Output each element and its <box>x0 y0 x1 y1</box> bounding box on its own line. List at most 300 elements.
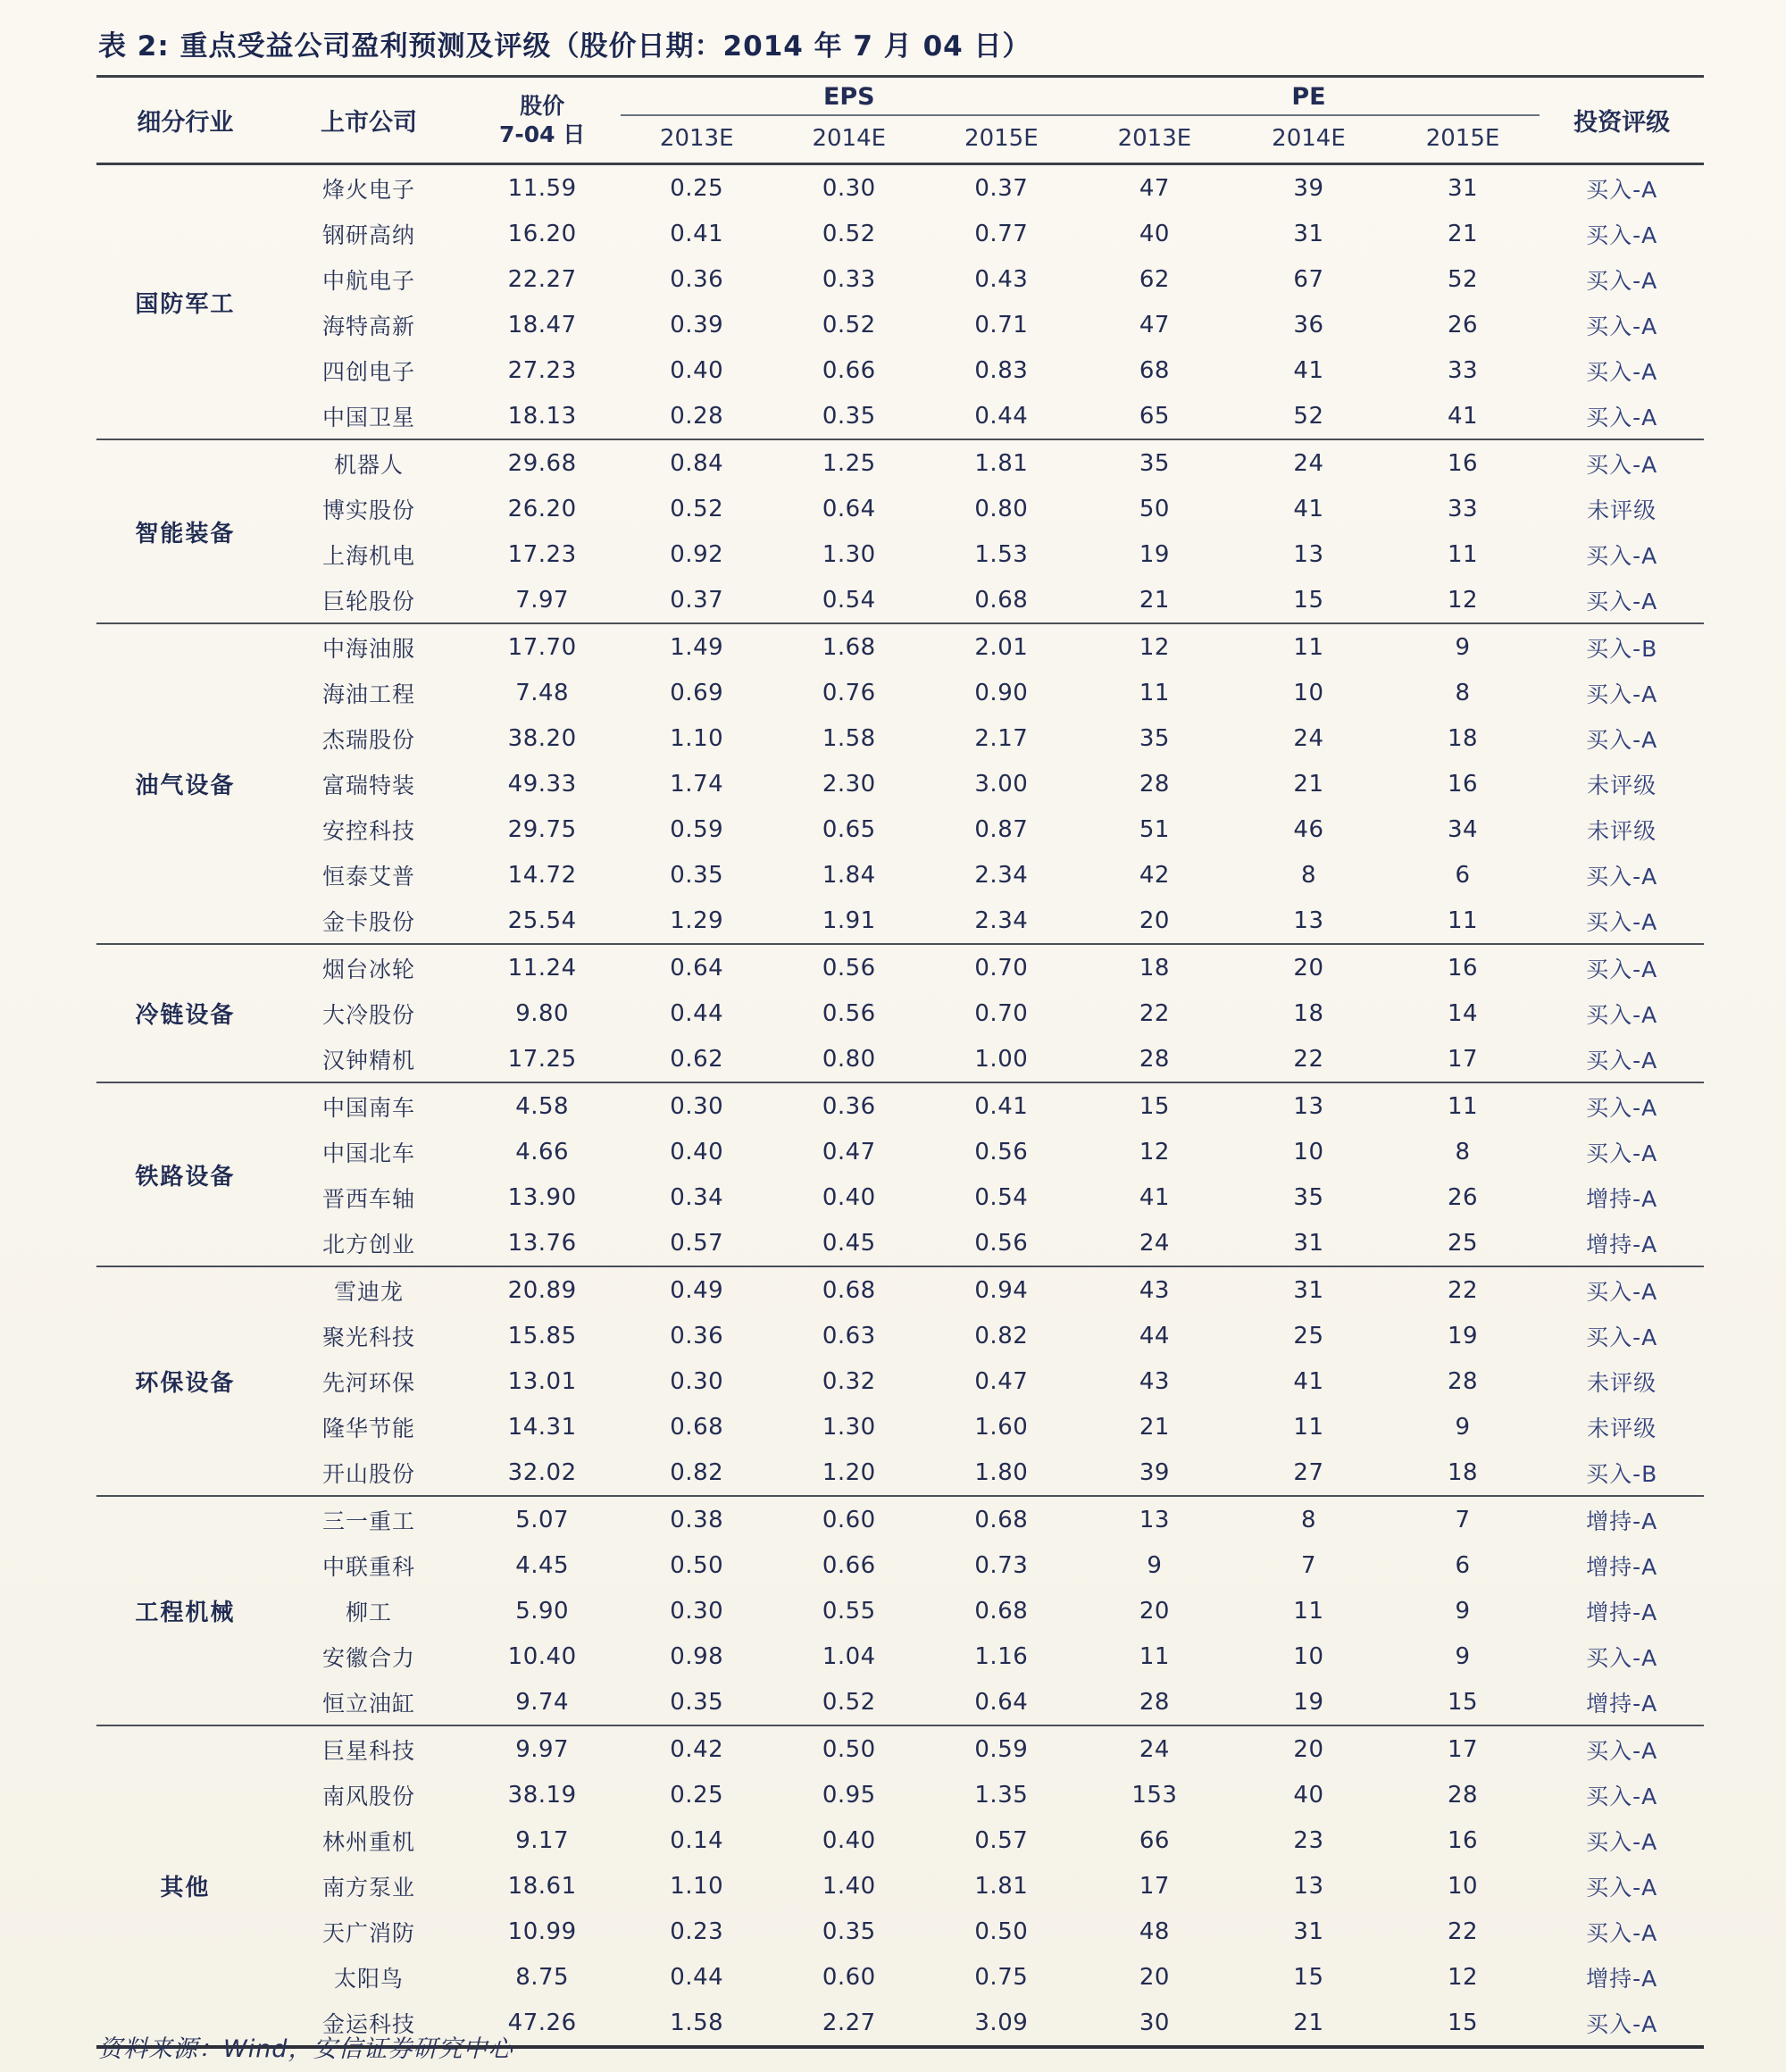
company-cell: 烽火电子 <box>322 176 416 203</box>
pe-cell-2015e: 21 <box>1447 220 1479 247</box>
price-cell: 15.85 <box>507 1322 577 1349</box>
price-cell: 9.80 <box>515 999 570 1027</box>
table-row <box>96 1909 1704 1954</box>
table-row <box>96 256 1704 302</box>
pe-cell-2014e: 10 <box>1293 1138 1324 1166</box>
pe-cell-2013e: 50 <box>1139 495 1170 522</box>
price-cell: 14.72 <box>507 861 577 889</box>
pe-cell-2015e: 11 <box>1386 1082 1540 1129</box>
pe-cell-2013e: 44 <box>1139 1322 1170 1349</box>
company-cell: 机器人 <box>274 439 464 486</box>
price-cell: 18.47 <box>507 311 577 338</box>
pe-cell-2015e: 6 <box>1455 861 1471 889</box>
company-cell: 海特高新 <box>322 313 416 339</box>
company-cell: 柳工 <box>346 1599 393 1625</box>
table-row <box>96 1450 1704 1496</box>
price-cell: 5.07 <box>463 1496 621 1542</box>
pe-cell-2014e: 24 <box>1293 724 1324 752</box>
col-header-rating: 投资评级 <box>1573 109 1671 137</box>
eps-cell-2013e: 0.64 <box>621 944 773 990</box>
price-cell: 9.97 <box>463 1725 621 1772</box>
table-row <box>96 898 1704 944</box>
pe-cell-2014e: 52 <box>1293 402 1324 430</box>
eps-cell-2013e: 0.25 <box>670 1781 724 1809</box>
company-cell: 隆华节能 <box>322 1415 416 1441</box>
pe-cell-2013e: 12 <box>1078 623 1232 670</box>
price-cell: 4.58 <box>463 1082 621 1129</box>
pe-cell-2014e: 36 <box>1293 311 1324 338</box>
table-row <box>96 531 1704 577</box>
price-cell: 49.33 <box>507 770 577 798</box>
eps-cell-2014e: 0.64 <box>822 495 876 522</box>
rating-cell: 买入-A <box>1586 1324 1658 1350</box>
company-cell: 大冷股份 <box>322 1001 416 1028</box>
price-cell: 5.90 <box>515 1597 570 1625</box>
price-cell: 16.20 <box>507 220 577 247</box>
company-cell: 太阳鸟 <box>334 1965 405 1992</box>
table-row <box>96 715 1704 761</box>
pe-cell-2015e: 31 <box>1447 174 1479 202</box>
table-row <box>96 486 1704 531</box>
rating-cell: 买入-A <box>1586 358 1658 385</box>
pe-cell-2015e: 22 <box>1447 1917 1479 1945</box>
eps-cell-2013e: 0.68 <box>670 1413 724 1441</box>
col-header-company: 上市公司 <box>321 109 417 137</box>
pe-cell-2015e: 17 <box>1386 1725 1540 1772</box>
eps-cell-2013e: 0.41 <box>670 220 724 247</box>
rating-cell: 增持-A <box>1540 1496 1704 1542</box>
eps-cell-2013e: 0.59 <box>670 815 724 843</box>
price-cell: 7.97 <box>515 586 570 614</box>
table-row <box>96 1496 1704 1542</box>
rating-cell: 增持-A <box>1586 1599 1658 1625</box>
eps-cell-2013e: 0.84 <box>621 439 773 486</box>
eps-cell-2015e: 0.80 <box>974 495 1029 522</box>
pe-cell-2013e: 28 <box>1139 1045 1170 1073</box>
pe-cell-2014e: 15 <box>1293 586 1324 614</box>
rating-cell: 买入-A <box>1586 1919 1658 1946</box>
pe-cell-2014e: 8 <box>1231 1496 1386 1542</box>
eps-cell-2015e: 0.68 <box>974 1597 1029 1625</box>
eps-cell-2015e: 3.09 <box>974 2009 1029 2036</box>
pe-cell-2013e: 15 <box>1078 1082 1232 1129</box>
table-row <box>96 1863 1704 1909</box>
eps-cell-2014e: 0.63 <box>822 1322 876 1349</box>
price-cell: 29.68 <box>463 439 621 486</box>
eps-cell-2014e: 0.65 <box>822 815 876 843</box>
company-cell: 金卡股份 <box>322 908 416 935</box>
eps-cell-2013e: 0.40 <box>670 356 724 384</box>
eps-cell-2014e: 0.60 <box>822 1963 876 1991</box>
rating-cell: 未评级 <box>1587 1415 1657 1441</box>
table-row <box>96 1588 1704 1633</box>
pe-cell-2014e: 41 <box>1293 495 1324 522</box>
pe-cell-2014e: 11 <box>1293 1597 1324 1625</box>
table-row <box>96 577 1704 623</box>
eps-cell-2013e: 0.25 <box>670 174 724 202</box>
pe-cell-2014e: 31 <box>1231 1266 1386 1313</box>
pe-cell-2014e: 13 <box>1293 906 1324 934</box>
eps-cell-2014e: 0.68 <box>773 1266 926 1313</box>
eps-cell-2013e: 0.40 <box>670 1138 724 1166</box>
eps-cell-2014e: 0.76 <box>822 679 876 706</box>
eps-cell-2015e: 0.44 <box>974 402 1029 430</box>
rating-cell: 买入-A <box>1586 221 1658 248</box>
pe-cell-2015e: 41 <box>1447 402 1479 430</box>
pe-cell-2014e: 15 <box>1293 1963 1324 1991</box>
eps-cell-2015e: 0.37 <box>974 174 1029 202</box>
pe-cell-2015e: 12 <box>1447 1963 1479 1991</box>
pe-cell-2015e: 25 <box>1447 1229 1479 1257</box>
pe-cell-2014e: 18 <box>1293 999 1324 1027</box>
price-cell: 7.48 <box>515 679 570 706</box>
table-row <box>96 393 1704 439</box>
rating-cell: 买入-A <box>1586 588 1658 614</box>
rating-cell: 买入-A <box>1586 267 1658 294</box>
price-cell: 4.66 <box>515 1138 570 1166</box>
table-row <box>96 1266 1704 1313</box>
eps-cell-2013e: 0.30 <box>670 1367 724 1395</box>
eps-cell-2015e: 1.81 <box>974 1872 1029 1900</box>
eps-cell-2013e: 0.34 <box>670 1183 724 1211</box>
table-row <box>96 1174 1704 1220</box>
pe-cell-2015e: 18 <box>1447 1458 1479 1486</box>
price-cell: 38.20 <box>507 724 577 752</box>
company-cell: 海油工程 <box>322 681 416 707</box>
price-cell: 9.74 <box>515 1688 570 1716</box>
pe-cell-2014e: 46 <box>1293 815 1324 843</box>
pe-cell-2014e: 41 <box>1293 1367 1324 1395</box>
rating-cell: 买入-A <box>1586 1828 1658 1855</box>
pe-cell-2014e: 8 <box>1300 861 1316 889</box>
eps-cell-2013e: 0.28 <box>670 402 724 430</box>
pe-cell-2013e: 22 <box>1139 999 1170 1027</box>
eps-cell-2015e: 0.68 <box>925 1496 1078 1542</box>
eps-cell-2014e: 1.40 <box>822 1872 876 1900</box>
eps-cell-2013e: 0.50 <box>670 1551 724 1579</box>
rating-cell: 买入-A <box>1586 726 1658 753</box>
company-cell: 三一重工 <box>274 1496 464 1542</box>
eps-cell-2014e: 0.45 <box>822 1229 876 1257</box>
pe-cell-2014e: 21 <box>1293 2009 1324 2036</box>
pe-cell-2015e: 9 <box>1386 623 1540 670</box>
company-cell: 金运科技 <box>322 2010 416 2037</box>
pe-cell-2013e: 13 <box>1078 1496 1232 1542</box>
pe-cell-2013e: 11 <box>1139 1642 1170 1670</box>
pe-cell-2013e: 20 <box>1139 906 1170 934</box>
rating-cell: 买入-B <box>1586 1460 1658 1487</box>
price-cell: 17.23 <box>507 540 577 568</box>
pe-cell-2013e: 40 <box>1139 220 1170 247</box>
eps-cell-2014e: 0.33 <box>822 265 876 293</box>
pe-cell-2014e: 20 <box>1231 944 1386 990</box>
table-row <box>96 1129 1704 1174</box>
table-row <box>96 1542 1704 1588</box>
pe-cell-2014e: 11 <box>1231 623 1386 670</box>
pe-cell-2014e: 13 <box>1293 540 1324 568</box>
eps-cell-2015e: 0.56 <box>974 1229 1029 1257</box>
eps-cell-2014e: 0.60 <box>773 1496 926 1542</box>
price-cell: 22.27 <box>507 265 577 293</box>
rating-cell: 买入-A <box>1540 1725 1704 1772</box>
eps-cell-2015e: 0.87 <box>974 815 1029 843</box>
company-cell: 恒泰艾普 <box>322 863 416 890</box>
pe-cell-2013e: 51 <box>1139 815 1170 843</box>
pe-cell-2015e: 16 <box>1447 770 1479 798</box>
eps-cell-2014e: 0.66 <box>822 356 876 384</box>
pe-cell-2013e: 12 <box>1139 1138 1170 1166</box>
pe-cell-2013e: 30 <box>1139 2009 1170 2036</box>
pe-cell-2014e: 13 <box>1293 1872 1324 1900</box>
table-title: 表 2: 重点受益公司盈利预测及评级（股价日期：2014 年 7 月 04 日） <box>98 30 1031 63</box>
eps-cell-2014e: 2.27 <box>822 2009 876 2036</box>
rating-cell: 买入-A <box>1586 176 1658 203</box>
price-cell: 27.23 <box>507 356 577 384</box>
eps-cell-2013e: 1.74 <box>670 770 724 798</box>
eps-year-2014e: 2014E <box>812 125 887 152</box>
eps-cell-2015e: 0.90 <box>974 679 1029 706</box>
industry-cell: 冷链设备 <box>96 944 274 1082</box>
eps-cell-2013e: 0.30 <box>670 1597 724 1625</box>
eps-cell-2015e: 0.77 <box>974 220 1029 247</box>
eps-cell-2014e: 1.30 <box>822 1413 876 1441</box>
pe-cell-2014e: 21 <box>1293 770 1324 798</box>
table-row <box>96 347 1704 393</box>
eps-cell-2015e: 2.17 <box>974 724 1029 752</box>
eps-cell-2015e: 1.53 <box>974 540 1029 568</box>
source-note: 资料来源：Wind，安信证券研究中心 <box>98 2035 513 2063</box>
eps-cell-2015e: 3.00 <box>974 770 1029 798</box>
pe-cell-2013e: 62 <box>1139 265 1170 293</box>
price-cell: 18.61 <box>507 1872 577 1900</box>
pe-cell-2013e: 42 <box>1139 861 1170 889</box>
pe-year-2013e: 2013E <box>1117 125 1192 152</box>
table-row <box>96 1404 1704 1450</box>
price-cell: 26.20 <box>507 495 577 522</box>
eps-cell-2013e: 1.10 <box>670 1872 724 1900</box>
eps-cell-2013e: 0.30 <box>621 1082 773 1129</box>
company-cell: 杰瑞股份 <box>322 726 416 753</box>
eps-cell-2013e: 0.14 <box>670 1826 724 1854</box>
pe-cell-2013e: 43 <box>1078 1266 1232 1313</box>
rating-cell: 增持-A <box>1586 1965 1658 1992</box>
rating-cell: 买入-A <box>1586 908 1658 935</box>
pe-cell-2013e: 21 <box>1139 1413 1170 1441</box>
price-cell: 20.89 <box>463 1266 621 1313</box>
eps-cell-2014e: 0.52 <box>822 1688 876 1716</box>
pe-year-2015e: 2015E <box>1425 125 1500 152</box>
price-cell: 11.59 <box>507 174 577 202</box>
company-cell: 富瑞特装 <box>322 772 416 798</box>
eps-cell-2014e: 2.30 <box>822 770 876 798</box>
rating-cell: 未评级 <box>1587 817 1657 844</box>
price-cell: 32.02 <box>507 1458 577 1486</box>
table-row <box>96 1220 1704 1266</box>
company-cell: 上海机电 <box>322 542 416 569</box>
eps-cell-2013e: 0.44 <box>670 999 724 1027</box>
eps-cell-2015e: 0.73 <box>974 1551 1029 1579</box>
eps-cell-2015e: 0.54 <box>974 1183 1029 1211</box>
price-cell: 10.99 <box>507 1917 577 1945</box>
eps-cell-2013e: 1.58 <box>670 2009 724 2036</box>
pe-cell-2013e: 68 <box>1139 356 1170 384</box>
eps-cell-2015e: 1.16 <box>974 1642 1029 1670</box>
eps-cell-2015e: 2.34 <box>974 861 1029 889</box>
pe-cell-2015e: 22 <box>1386 1266 1540 1313</box>
pe-cell-2015e: 7 <box>1386 1496 1540 1542</box>
eps-cell-2014e: 0.52 <box>822 311 876 338</box>
pe-cell-2014e: 35 <box>1293 1183 1324 1211</box>
pe-cell-2013e: 43 <box>1139 1367 1170 1395</box>
company-cell: 巨星科技 <box>274 1725 464 1772</box>
pe-cell-2013e: 20 <box>1139 1963 1170 1991</box>
company-cell: 钢研高纳 <box>322 221 416 248</box>
pe-cell-2015e: 16 <box>1386 944 1540 990</box>
company-cell: 巨轮股份 <box>322 588 416 614</box>
table-row <box>96 670 1704 715</box>
company-cell: 博实股份 <box>322 497 416 523</box>
rating-cell: 买入-A <box>1586 681 1658 707</box>
price-cell: 29.75 <box>507 815 577 843</box>
col-header-industry: 细分行业 <box>137 109 234 137</box>
pe-cell-2014e: 22 <box>1293 1045 1324 1073</box>
eps-cell-2014e: 1.91 <box>822 906 876 934</box>
company-cell: 汉钟精机 <box>322 1047 416 1074</box>
table-row <box>96 623 1704 670</box>
pe-year-2014e: 2014E <box>1272 125 1346 152</box>
eps-cell-2013e: 0.39 <box>670 311 724 338</box>
eps-cell-2015e: 0.70 <box>974 999 1029 1027</box>
price-cell: 47.26 <box>507 2009 577 2036</box>
rating-cell: 买入-A <box>1586 1783 1658 1809</box>
company-cell: 南方泵业 <box>322 1874 416 1901</box>
company-cell: 安控科技 <box>322 817 416 844</box>
eps-cell-2013e: 0.52 <box>670 495 724 522</box>
table-row <box>96 1358 1704 1404</box>
eps-cell-2014e: 1.04 <box>822 1642 876 1670</box>
pe-cell-2014e: 23 <box>1293 1826 1324 1854</box>
eps-cell-2013e: 0.35 <box>670 1688 724 1716</box>
rating-cell: 增持-A <box>1586 1185 1658 1212</box>
eps-cell-2015e: 0.56 <box>974 1138 1029 1166</box>
table-row <box>96 1082 1704 1129</box>
company-cell: 中航电子 <box>322 267 416 294</box>
eps-cell-2015e: 0.70 <box>925 944 1078 990</box>
eps-cell-2013e: 0.42 <box>621 1725 773 1772</box>
pe-cell-2013e: 35 <box>1139 724 1170 752</box>
col-header-price <box>463 77 621 164</box>
pe-cell-2015e: 26 <box>1447 1183 1479 1211</box>
pe-cell-2015e: 14 <box>1447 999 1479 1027</box>
pe-cell-2014e: 13 <box>1231 1082 1386 1129</box>
price-cell: 13.76 <box>507 1229 577 1257</box>
eps-cell-2014e: 0.50 <box>773 1725 926 1772</box>
company-cell: 南风股份 <box>322 1783 416 1809</box>
eps-cell-2013e: 0.57 <box>670 1229 724 1257</box>
pe-cell-2015e: 9 <box>1455 1642 1471 1670</box>
col-header-eps: EPS <box>621 77 1078 116</box>
company-cell: 中海油服 <box>274 623 464 670</box>
company-cell: 北方创业 <box>322 1231 416 1257</box>
table-body <box>96 164 1704 2048</box>
price-label-line2: 7-04 日 <box>499 121 586 147</box>
pe-cell-2015e: 11 <box>1447 540 1479 568</box>
pe-cell-2015e: 16 <box>1447 1826 1479 1854</box>
eps-cell-2013e: 1.49 <box>621 623 773 670</box>
company-cell: 四创电子 <box>322 358 416 385</box>
industry-cell: 智能装备 <box>96 439 274 623</box>
eps-cell-2014e: 1.30 <box>822 540 876 568</box>
eps-cell-2013e: 0.82 <box>670 1458 724 1486</box>
eps-cell-2015e: 0.82 <box>974 1322 1029 1349</box>
industry-cell: 国防军工 <box>135 290 236 318</box>
eps-cell-2013e: 0.49 <box>621 1266 773 1313</box>
pe-cell-2015e: 10 <box>1447 1872 1479 1900</box>
company-cell: 中国南车 <box>274 1082 464 1129</box>
pe-cell-2013e: 41 <box>1139 1183 1170 1211</box>
rating-cell: 买入-A <box>1540 1082 1704 1129</box>
eps-cell-2013e: 0.36 <box>670 265 724 293</box>
pe-cell-2013e: 65 <box>1139 402 1170 430</box>
pe-cell-2014e: 10 <box>1293 1642 1324 1670</box>
eps-cell-2013e: 0.38 <box>621 1496 773 1542</box>
eps-cell-2014e: 0.32 <box>822 1367 876 1395</box>
pe-cell-2014e: 10 <box>1293 679 1324 706</box>
company-cell: 雪迪龙 <box>274 1266 464 1313</box>
eps-cell-2014e: 1.25 <box>773 439 926 486</box>
pe-cell-2013e: 20 <box>1139 1597 1170 1625</box>
rating-cell: 买入-A <box>1586 1047 1658 1074</box>
pe-cell-2015e: 17 <box>1447 1045 1479 1073</box>
price-cell: 25.54 <box>507 906 577 934</box>
eps-cell-2013e: 0.35 <box>670 861 724 889</box>
eps-cell-2013e: 0.62 <box>670 1045 724 1073</box>
eps-cell-2013e: 0.98 <box>670 1642 724 1670</box>
rating-cell: 买入-A <box>1586 2010 1658 2037</box>
price-cell: 18.13 <box>507 402 577 430</box>
eps-cell-2014e: 0.47 <box>822 1138 876 1166</box>
rating-cell: 买入-A <box>1586 1001 1658 1028</box>
rating-cell: 买入-A <box>1586 1874 1658 1901</box>
pe-cell-2013e: 47 <box>1139 174 1170 202</box>
pe-cell-2014e: 40 <box>1293 1781 1324 1809</box>
price-cell: 17.25 <box>507 1045 577 1073</box>
eps-cell-2013e: 0.36 <box>670 1322 724 1349</box>
eps-cell-2015e: 1.35 <box>974 1781 1029 1809</box>
table-row <box>96 439 1704 486</box>
company-cell: 中联重科 <box>322 1553 416 1580</box>
pe-cell-2014e: 27 <box>1293 1458 1324 1486</box>
eps-cell-2015e: 0.83 <box>974 356 1029 384</box>
eps-cell-2015e: 2.34 <box>974 906 1029 934</box>
pe-cell-2015e: 15 <box>1447 2009 1479 2036</box>
price-cell: 17.70 <box>463 623 621 670</box>
rating-cell: 买入-A <box>1586 863 1658 890</box>
company-cell: 林州重机 <box>322 1828 416 1855</box>
rating-cell: 未评级 <box>1587 1369 1657 1396</box>
company-cell: 聚光科技 <box>322 1324 416 1350</box>
pe-cell-2013e: 18 <box>1078 944 1232 990</box>
company-cell: 晋西车轴 <box>322 1185 416 1212</box>
pe-cell-2014e: 31 <box>1293 1917 1324 1945</box>
rating-cell: 增持-A <box>1586 1690 1658 1717</box>
rating-cell: 买入-A <box>1586 1140 1658 1166</box>
rating-cell: 买入-B <box>1540 623 1704 670</box>
table-row <box>96 211 1704 256</box>
pe-cell-2015e: 28 <box>1447 1781 1479 1809</box>
col-header-pe: PE <box>1078 77 1540 116</box>
rating-cell: 未评级 <box>1587 772 1657 798</box>
